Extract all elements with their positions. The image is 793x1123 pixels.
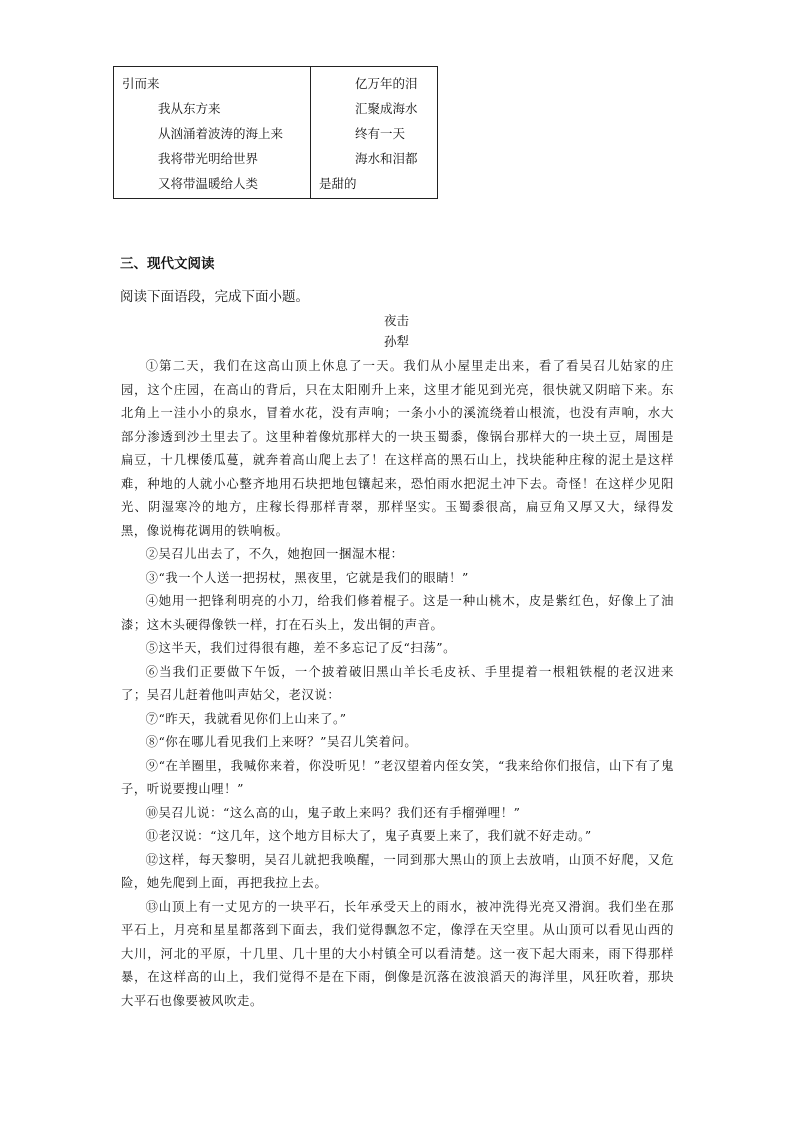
poem-line: 我从东方来 [158, 101, 221, 116]
paragraph-13: ⑬山顶上有一丈见方的一块平石，长年承受天上的雨水，被冲洗得光亮又滑润。我们坐在那平石上，月亮和星星都落到下面去，我们觉得飘忽不定，像浮在天空里。从山顶可以看见山西的大川，河北的平原，十几里、几十里的大小村镇全可以看清楚。这一夜下起大雨来，雨下得那样暴，在这样高的山上，我们觉得不是在下雨，倒像是沉落在波浪滔天的海洋里，风狂吹着，那块大平石也像要被风吹走。 [121, 899, 674, 1008]
article-body [121, 355, 674, 1013]
poem-left-column [114, 67, 311, 198]
poem-line: 亿万年的泪 [355, 76, 418, 91]
paragraph-5: ⑤这半天，我们过得很有趣，差不多忘记了反“扫荡”。 [145, 641, 456, 655]
poem-line: 我将带光明给世界 [158, 151, 259, 166]
paragraph-9: ⑨“在羊圈里，我喊你来着，你没听见！”老汉望着内侄女笑，“我来给你们报信，山下有了鬼子，听说要搜山哩！” [121, 758, 674, 796]
poem-right-column [311, 67, 437, 198]
paragraph-10: ⑩吴召儿说：“这么高的山，鬼子敢上来吗？我们还有手榴弹哩！” [145, 805, 521, 820]
article-title: 夜击 [383, 313, 409, 328]
paragraph-2: ②吴召儿出去了，不久，她抱回一捆湿木棍： [145, 547, 404, 561]
poem-line: 海水和泪都 [355, 151, 418, 166]
paragraph-1: ①第二天，我们在这高山顶上休息了一天。我们从小屋里走出来，看了看吴召儿姑家的庄园，这个庄园，在高山的背后，只在太阳刚升上来，这里才能见到光亮，很快就又阴暗下来。东北角上一洼小小的泉水，冒着水花，没有声响；一条小小的溪流绕着山根流，也没有声响，水大部分渗透到沙土里去了。这里种着像炕那样大的一块玉蜀黍，像锅台那样大的一块土豆，周围是扁豆，十几棵倭瓜蔓，就奔着高山爬上去了！在这样高的黑石山上，找块能种庄稼的泥土是这样难，种地的人就小心整齐地用石块把地包镶起来，恐怕雨水把泥土冲下去。奇怪！在这样少见阳光、阴湿寒冷的地方，庄稼长得那样青翠，那样坚实。玉蜀黍很高，扁豆角又厚又大，绿得发黑，像说梅花调用的铁响板。 [121, 359, 674, 538]
section-heading: 三、现代文阅读 [120, 256, 215, 272]
paragraph-12: ⑫这样，每天黎明，吴召儿就把我唤醒，一同到那大黑山的顶上去放哨，山顶不好爬，又危险，她先爬到上面，再把我拉上去。 [121, 852, 674, 890]
paragraph-6: ⑥当我们正要做下午饭，一个披着破旧黑山羊长毛皮袄、手里提着一根粗铁棍的老汉进来了；吴召儿赶着他叫声姑父，老汉说： [121, 664, 674, 702]
poem-line: 从汹涌着波涛的海上来 [158, 126, 284, 141]
poem-table [113, 66, 438, 199]
instruction-text: 阅读下面语段，完成下面小题。 [120, 289, 309, 305]
poem-line: 引而来 [122, 76, 160, 91]
paragraph-7: ⑦“昨天，我就看见你们上山来了。” [145, 711, 347, 726]
paragraph-11: ⑪老汉说：“这几年，这个地方目标大了，鬼子真要上来了，我们就不好走动。” [145, 829, 592, 843]
poem-line: 是甜的 [319, 176, 357, 191]
paragraph-4: ④她用一把锋利明亮的小刀，给我们修着棍子。这是一种山桃木，皮是紫红色，好像上了油漆；这木头硬得像铁一样，打在石头上，发出铜的声音。 [121, 594, 674, 632]
article-author: 孙犁 [383, 334, 409, 349]
poem-line: 汇聚成海水 [355, 101, 418, 116]
poem-line: 终有一天 [355, 126, 406, 141]
paragraph-8: ⑧“你在哪儿看见我们上来呀？”吴召儿笑着问。 [145, 735, 418, 749]
paragraph-3: ③“我一个人送一把拐杖，黑夜里，它就是我们的眼睛！” [145, 570, 469, 585]
poem-line: 又将带温暖给人类 [158, 176, 259, 191]
